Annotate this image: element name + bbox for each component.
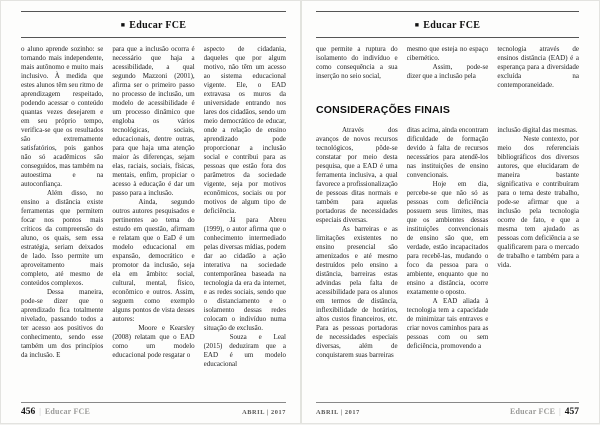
footer-date: ABRIL | 2017 xyxy=(316,409,360,416)
body-paragraph: ditas acima, ainda encontram dificuldade de formação devido à falta de recursos necessários para atendê-los nas instituições de ensino convencionais. xyxy=(406,126,489,179)
intro-columns xyxy=(316,45,579,90)
body-paragraph: tecnologia através de ensinos distância (EAD) é a esperança para a diversidade excluída na contemporaneidade. xyxy=(497,45,580,89)
body-paragraph: Ainda, segundo outros autores pesquisados e pertinentes ao tema do estudo em questão, afirmam e relatam que o EaD é um modelo educacional em expansão, democrático e promotor da inclusão, seja ela em âmbito: social, cultural, mental, físico, econômico e outros. Assim, seguem como exemplo alguns pontos de vista desses autores: xyxy=(112,198,195,323)
body-column-1 xyxy=(316,126,398,396)
body-paragraph: Assim, pode-se dizer que a inclusão pela xyxy=(406,63,489,80)
body-column-1 xyxy=(21,45,103,396)
page-header xyxy=(21,11,286,38)
page-header xyxy=(316,11,579,38)
intro-column-3 xyxy=(497,45,579,90)
brand-title-text: Educar FCE xyxy=(129,20,187,31)
page-right xyxy=(300,1,599,425)
body-column-3 xyxy=(204,45,286,396)
page-footer xyxy=(21,402,286,417)
body-paragraph: o aluno aprende sozinho: se tornando mais independente, mais autônomo e muito mais inclusivo. À medida que estes alunos têm seu ritmo de aprendizagem respeitado, podendo acessar o conteúdo quantas vezes desejarem e em seu próprio tempo, verifica-se que os resultados são extremamente satisfatórios, pois ganhos não só acadêmicos são conseguidos, mas também na autoestima e na autoconfiança. xyxy=(21,45,104,188)
body-column-2 xyxy=(112,45,194,396)
body-paragraph: Moore e Kearsley (2008) relatam que o EAD como um modelo educacional pode resgatar o xyxy=(112,324,195,359)
page-left xyxy=(1,1,300,425)
body-columns xyxy=(21,45,286,396)
body-paragraph: Já para Abreu (1999), o autor afirma que o conhecimento intermediado pelas diversas mídias, podem dar ao cidadão a ação interativa na sociedade contemporânea baseada na tecnologia da era da internet, e as redes sociais, sendo que o distanciamento e o isolamento dessas redes colocam o indivíduo numa situação de exclusão. xyxy=(203,216,286,332)
square-bullet-icon: ■ xyxy=(414,21,420,29)
body-paragraph: Hoje em dia, percebe-se que não só as pessoas com deficiência possuem seus limites, mas que os ambientes dessas instituições convencionais de ensino são que, em verdade, estão incapacitados para recebê-las, mudando o foco da pessoa para o ambiente, enquanto que no ensino a distância, ocorre exatamente o oposto. xyxy=(406,180,489,296)
body-paragraph: Dessa maneira, pode-se dizer que o aprendizado fica totalmente nivelado, passando todos a ter acesso aos positivos do conhecimento, sendo esse também um dos princípios da inclusão. E xyxy=(21,288,104,359)
body-paragraph: Souza e Leal (2015) deduziram que a EAD é um modelo educacional xyxy=(203,333,286,368)
spine-divider xyxy=(300,1,302,423)
brand-title xyxy=(121,20,187,31)
body-column-3 xyxy=(497,126,579,396)
body-paragraph: Através dos avanços de novos recursos tecnológicos, pôde-se constatar por meio desta pesquisa, que a EAD é uma ferramenta inclusiva, a qual favorece a profissionalização de pessoas ditas normais e também para aquelas portadoras de necessidades especiais diversas. xyxy=(316,126,398,224)
body-paragraph: As barreiras e as limitações existentes no ensino presencial são amenizados e até mesmo destruídos pelo ensino a distância, barreiras estas advindas pela falta de acessibilidade para os alunos em termos de distância, inflexibilidade de horários, altos custos financeiros, etc. Para as pessoas portadoras de necessidades especiais diversas, além de conquistarem suas barreiras xyxy=(316,225,398,359)
intro-column-1 xyxy=(316,45,398,90)
brand-title-text: Educar FCE xyxy=(423,20,481,31)
body-paragraph: mesmo que esteja no espaço cibernético. xyxy=(406,45,489,62)
body-column-2 xyxy=(407,126,489,396)
page-number: 457 xyxy=(564,407,579,417)
body-paragraph: para que a inclusão ocorra é necessário que haja a acessibilidade, a qual segundo Mazzoni (2001), afirma ser o primeiro passo no processo de inclusão, um modelo de acessibilidade é um processo dinâmico que engloba os vários tecnológicas, sociais, educacionais, dentre outras, para que haja uma atenção maior às diferenças, sejam elas, raciais, sociais, físicas, mentais, enfim, propiciar o acesso à educação é dar um passo para a inclusão. xyxy=(112,45,195,197)
section-heading: CONSIDERAÇÕES FINAIS xyxy=(316,104,451,116)
footer-divider: | xyxy=(559,407,561,416)
body-paragraph: Neste contexto, por meio dos referenciais bibliográficos dos diversos autores, que elucidaram de maneira bastante significativa e contribuíram para o tema deste trabalho, pode-se afirmar que a inclusão pela tecnologia ocorre de fato, e que a mesma tem ajudado as pessoas com deficiência a se qualificarem para o mercado de trabalho e também para a vida. xyxy=(497,135,579,269)
body-paragraph: inclusão digital das mesmas. xyxy=(497,126,578,134)
body-paragraph: que permite a ruptura do isolamento do indivíduo e como consequência a sua inserção no seio social, xyxy=(316,45,398,80)
body-paragraph: Além disso, no ensino a distância existe ferramentas que permitem focar nos pontos mais críticos da compreensão do aluno, os quais, sem essa estratégia, seriam deixados de lado. Isso permite um aproveitamento mais completo, até mesmo de conteúdos complexos. xyxy=(21,189,104,287)
intro-column-2 xyxy=(407,45,489,90)
brand-title xyxy=(415,20,481,31)
footer-date: ABRIL | 2017 xyxy=(242,409,286,416)
body-columns xyxy=(316,126,579,396)
footer-brand: Educar FCE xyxy=(44,407,91,416)
footer-divider: | xyxy=(39,407,41,416)
footer-brand: Educar FCE xyxy=(509,407,556,416)
body-paragraph: A EAD aliada à tecnologia tem a capacidade de minimizar tais entraves e criar novos caminhos para as pessoas com ou sem deficiência, promovendo a xyxy=(406,297,489,350)
square-bullet-icon: ■ xyxy=(120,21,126,29)
page-number: 456 xyxy=(21,407,36,417)
page-footer xyxy=(316,402,579,417)
body-paragraph: aspecto de cidadania, daqueles que por algum motivo, não têm um acesso ao sistema educacional vigente. Ele, o EAD extravasa os muros da universidade entrando nos lares dos cidadãos, sendo um meio democrático de educar, onde a relação de ensino aprendizado pode proporcionar a inclusão social e contribui para as pessoas que estão fora dos parâmetros da sociedade vigente, seja por motivos econômicos, sociais ou por motivos de algum tipo de deficiência. xyxy=(203,45,286,215)
